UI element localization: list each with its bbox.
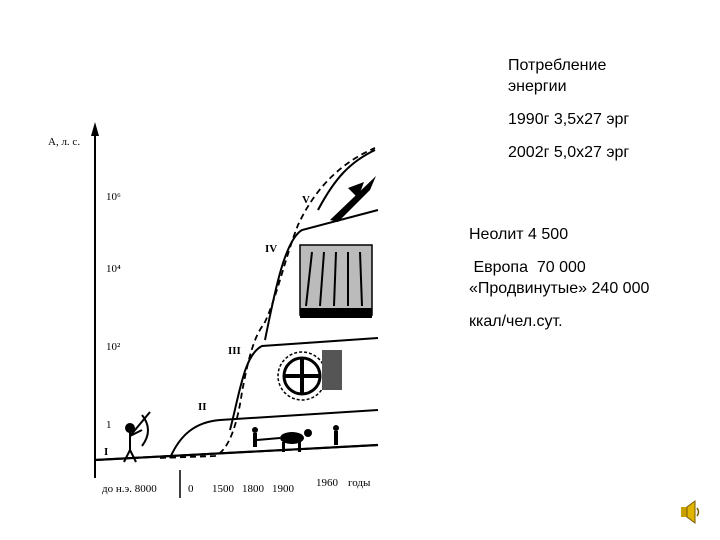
y-tick-label: 10⁶ xyxy=(106,191,121,203)
panel-title-line2: энергии xyxy=(508,78,567,95)
archer-figure-icon xyxy=(124,412,150,462)
x-axis-label: годы xyxy=(348,477,371,489)
europe-value: Европа 70 000 xyxy=(469,259,586,276)
y-axis-label: А, л. с. xyxy=(48,136,81,148)
y-tick-label: 10² xyxy=(106,341,121,353)
advanced-value: «Продвинутые» 240 000 xyxy=(469,280,650,297)
x-tick-label: 1800 xyxy=(242,483,264,495)
energy-consumption-panel xyxy=(508,55,708,175)
consumption-2002: 2002г 5,0х27 эрг xyxy=(508,144,630,161)
daily-energy-panel xyxy=(469,224,709,344)
dam-icon xyxy=(300,245,372,318)
units-label: ккал/чел.сут. xyxy=(469,313,563,330)
x-tick-label: 1500 xyxy=(212,483,234,495)
neolithic-value: Неолит 4 500 xyxy=(469,226,569,243)
water-wheel-icon xyxy=(278,350,342,400)
curve-label-II: II xyxy=(198,401,207,413)
curve-label-V: V xyxy=(302,194,310,206)
chart-svg xyxy=(30,110,390,510)
curve-label-III: III xyxy=(228,345,241,357)
curve-label-IV: IV xyxy=(265,243,278,255)
x-tick-label: 1900 xyxy=(272,483,294,495)
series-V-line xyxy=(318,150,375,210)
rocket-icon xyxy=(330,176,376,222)
y-axis-arrow xyxy=(91,122,99,136)
curve-label-I: I xyxy=(104,446,109,458)
x-tick-label: до н.э. 8000 xyxy=(102,483,157,495)
x-tick-label: 0 xyxy=(188,483,194,495)
series-I-line xyxy=(95,445,378,460)
x-tick-label: 1960 xyxy=(316,477,338,489)
y-tick-label: 1 xyxy=(106,419,112,431)
speaker-icon[interactable] xyxy=(680,499,702,525)
energy-chart xyxy=(30,110,390,510)
consumption-1990: 1990г 3,5х27 эрг xyxy=(508,111,630,128)
y-tick-label: 10⁴ xyxy=(106,263,121,275)
panel-title-line1: Потребление xyxy=(508,57,607,74)
